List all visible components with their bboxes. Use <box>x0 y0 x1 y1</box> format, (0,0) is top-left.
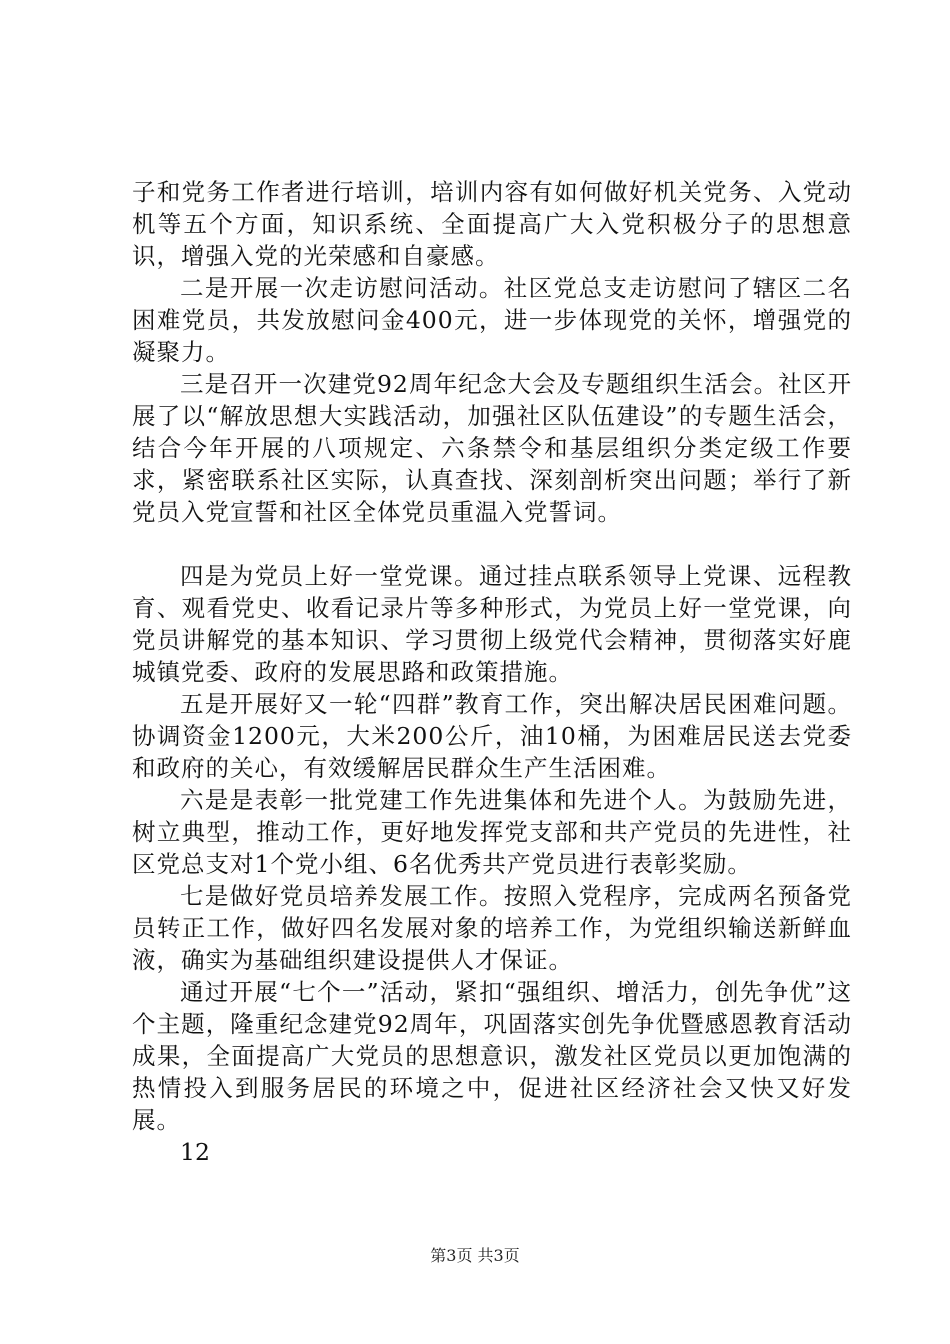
paragraph-anniversary-meeting: 三是召开一次建党92周年纪念大会及专题组织生活会。社区开展了以“解放思想大实践活动，加强社区队伍建设”的专题生活会，结合今年开展的八项规定、六条禁令和基层组织分类定级工作要求，紧密联系社区实际，认真查找、深刻剖析突出问题；举行了新党员入党宣誓和社区全体党员重温入党誓词。 <box>132 370 852 526</box>
paragraph-visit-condolence: 二是开展一次走访慰问活动。社区党总支走访慰问了辖区二名困难党员，共发放慰问金400元，进一步体现党的关怀，增强党的凝聚力。 <box>132 274 852 366</box>
paragraph-commendation: 六是是表彰一批党建工作先进集体和先进个人。为鼓励先进，树立典型，推动工作，更好地发挥党支部和共产党员的先进性，社区党总支对1个党小组、6名优秀共产党员进行表彰奖励。 <box>132 786 852 878</box>
paragraph-training: 子和党务工作者进行培训，培训内容有如何做好机关党务、入党动机等五个方面，知识系统、全面提高广大入党积极分子的思想意识，增强入党的光荣感和自豪感。 <box>132 178 852 270</box>
paragraph-four-groups-education: 五是开展好又一轮“四群”教育工作，突出解决居民困难问题。协调资金1200元，大米200公斤，油10桶，为困难居民送去党委和政府的关心，有效缓解居民群众生产生活困难。 <box>132 690 852 782</box>
page-footer: 第3页 共3页 <box>430 1246 520 1265</box>
trailing-number: 12 <box>180 1138 210 1166</box>
paragraph-conclusion: 通过开展“七个一”活动，紧扣“强组织、增活力，创先争优”这个主题，隆重纪念建党92周年，巩固落实创先争优暨感恩教育活动成果，全面提高广大党员的思想意识，激发社区党员以更加饱满的热情投入到服务居民的环境之中，促进社区经济社会又快又好发展。 <box>132 978 852 1134</box>
paragraph-member-development: 七是做好党员培养发展工作。按照入党程序，完成两名预备党员转正工作，做好四名发展对象的培养工作，为党组织输送新鲜血液，确实为基础组织建设提供人才保证。 <box>132 882 852 974</box>
paragraph-party-lecture: 四是为党员上好一堂党课。通过挂点联系领导上党课、远程教育、观看党史、收看记录片等多种形式，为党员上好一堂党课，向党员讲解党的基本知识、学习贯彻上级党代会精神，贯彻落实好鹿城镇党委、政府的发展思路和政策措施。 <box>132 562 852 686</box>
document-body <box>132 176 852 1168</box>
